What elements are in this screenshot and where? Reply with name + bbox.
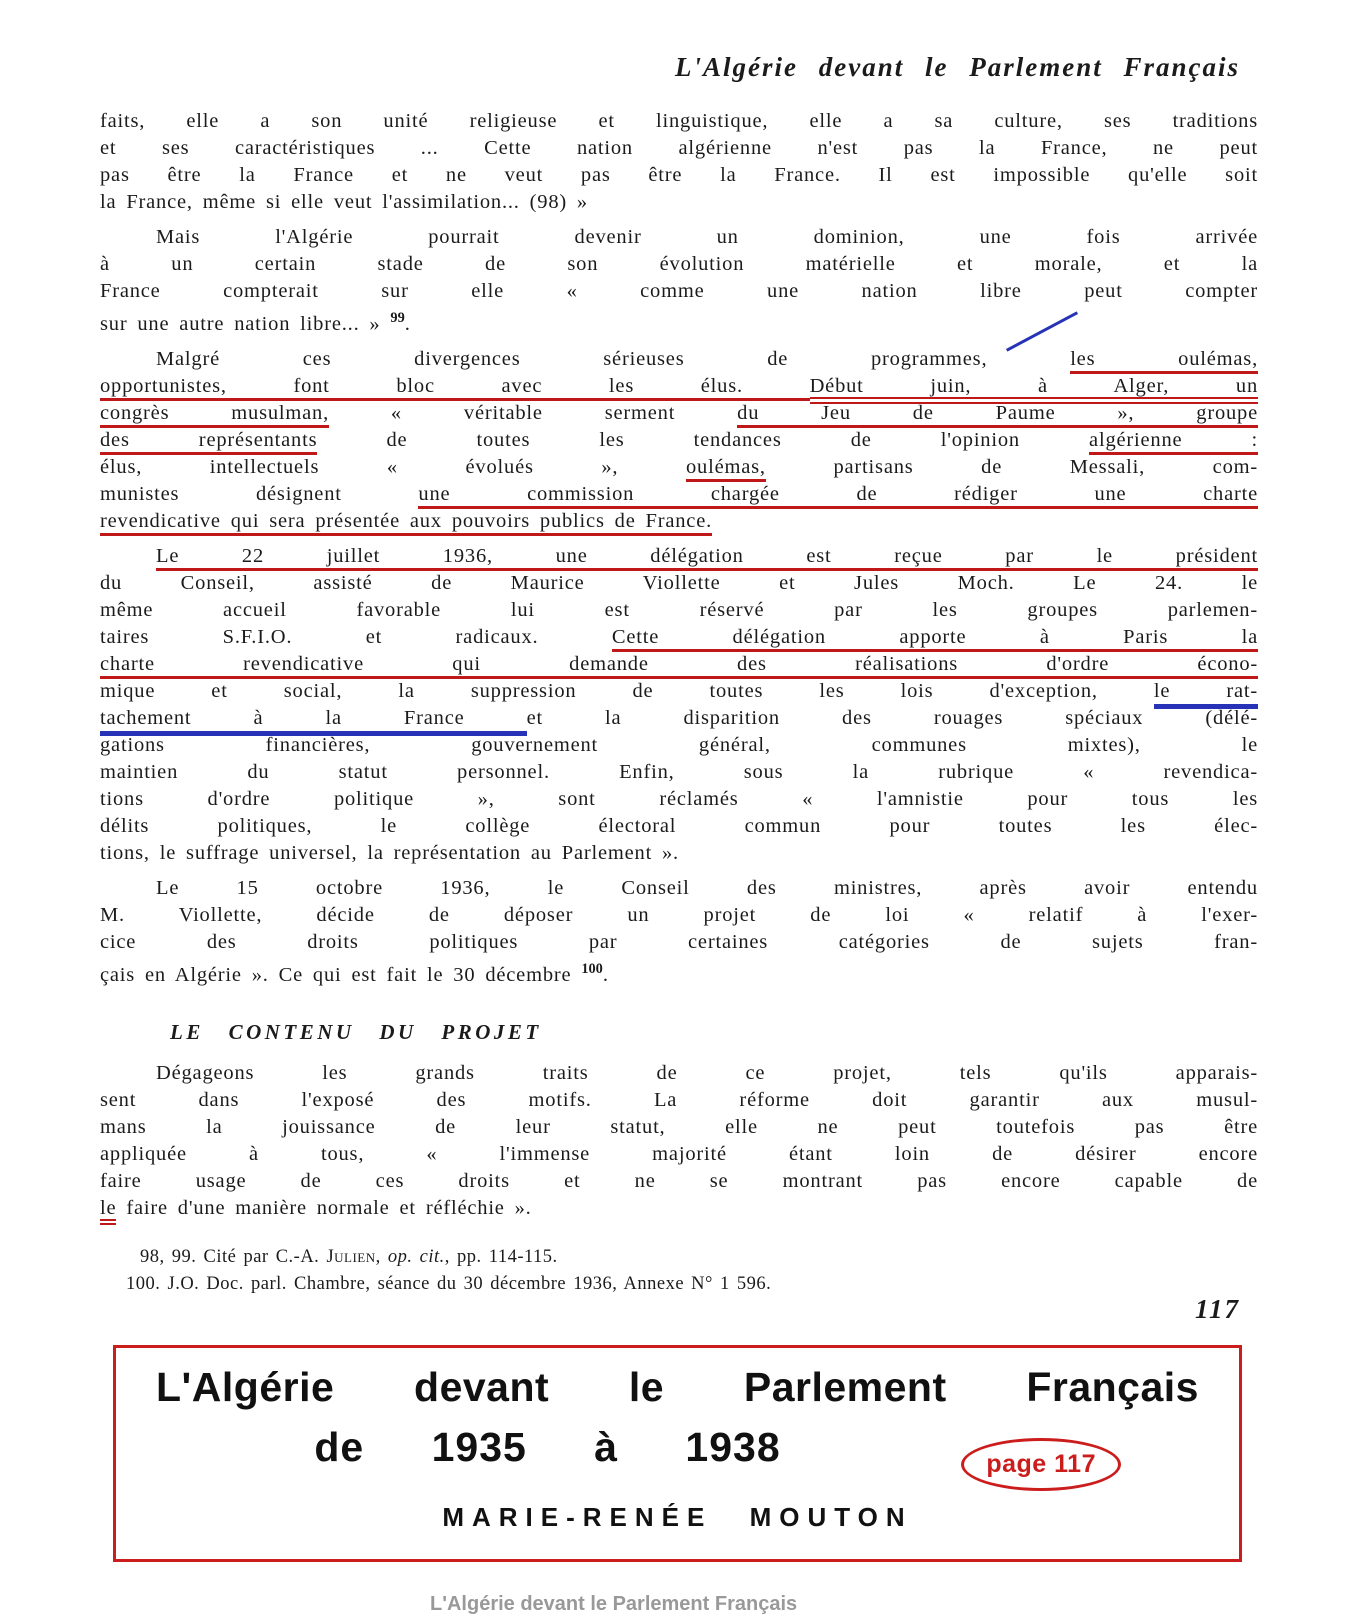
red-underline-annotation: oulémas,: [686, 456, 766, 482]
red-underline-annotation: Le 22 juillet 1936, une délégation est reçue par le président: [156, 545, 1258, 571]
text-line: [100, 305, 1258, 338]
text-segment: Le 15 octobre 1936, le Conseil des ministres, après avoir entendu: [156, 876, 1258, 899]
text-segment: « véritable serment: [329, 401, 738, 424]
text-line: [100, 1087, 1258, 1114]
paragraph: [100, 108, 1258, 216]
red-underline-annotation: du Jeu de Paume », groupe: [737, 402, 1258, 428]
text-line: [100, 108, 1258, 135]
red-underline-annotation: Début juin, à Alger, un: [810, 375, 1258, 404]
text-segment: pas être la France et ne veut pas être la France. Il est impossible qu'elle soit: [100, 164, 1258, 186]
body-text: [100, 108, 1258, 1306]
text-segment: tions d'ordre politique », sont réclamés « l'amnistie pour tous les: [100, 787, 1258, 810]
text-segment: Malgré ces divergences sérieuses de programmes,: [156, 347, 1071, 370]
book-title-line2: de 1935 à 1938: [314, 1424, 781, 1470]
text-line: [100, 1114, 1258, 1141]
text-line: [100, 1168, 1258, 1195]
text-line: [100, 759, 1258, 786]
text-line: [100, 956, 1258, 989]
text-segment: Dégageons les grands traits de ce projet, tels qu'ils apparais-: [156, 1061, 1258, 1084]
text-line: [100, 786, 1258, 813]
text-line: [100, 162, 1258, 189]
text-segment: ,: [375, 1246, 388, 1267]
text-line: [100, 1060, 1258, 1087]
text-segment: de toutes les tendances de l'opinion: [317, 428, 1090, 451]
text-segment: M. Viollette, décide de déposer un projet de loi « relatif à l'exer-: [100, 903, 1258, 926]
text-line: [100, 597, 1258, 624]
text-line: [100, 373, 1258, 400]
text-line: [100, 651, 1258, 678]
section-heading: LE CONTENU DU PROJET: [170, 1019, 542, 1044]
blue-underline-annotation: tachement à la France: [100, 707, 527, 736]
paragraph: [100, 1060, 1258, 1222]
text-line: [100, 570, 1258, 597]
text-segment: 100. J.O. Doc. parl. Chambre, séance du 30 décembre 1936, Annexe N° 1 596.: [126, 1273, 772, 1294]
text-line: [100, 454, 1258, 481]
text-segment: 99: [390, 310, 405, 326]
text-line: [100, 508, 1258, 535]
footnotes: [100, 1244, 1258, 1298]
paragraph: [100, 224, 1258, 338]
text-line: [100, 875, 1258, 902]
text-segment: Julien: [326, 1246, 376, 1267]
book-author: MARIE-RENÉE MOUTON: [442, 1502, 913, 1532]
text-segment: tions, le suffrage universel, la représentation au Parlement ».: [100, 841, 679, 864]
text-segment: faits, elle a son unité religieuse et linguistique, elle a sa culture, ses traditions: [100, 110, 1258, 132]
paragraph: [100, 543, 1258, 867]
text-line: [100, 929, 1258, 956]
text-segment: et ses caractéristiques ... Cette nation algérienne n'est pas la France, ne peut: [100, 137, 1258, 159]
citation-box: [113, 1345, 1242, 1562]
text-segment: appliquée à tous, « l'immense majorité étant loin de désirer encore: [100, 1142, 1258, 1165]
text-segment: 100: [581, 960, 603, 977]
text-segment: partisans de Messali, com-: [765, 455, 1259, 478]
text-line: [100, 1244, 1258, 1271]
red-underline-annotation: congrès musulman,: [100, 402, 329, 428]
paragraph: [100, 346, 1258, 535]
red-underline-annotation: algérienne :: [1089, 429, 1258, 455]
text-line: [100, 278, 1258, 305]
paragraph: [100, 875, 1258, 989]
text-segment: sur une autre nation libre... »: [100, 312, 391, 335]
text-line: [100, 1195, 1258, 1222]
text-segment: à un certain stade de son évolution matérielle et morale, et la: [100, 253, 1258, 275]
text-segment: mans la jouissance de leur statut, elle ne peut toutefois pas être: [100, 1115, 1258, 1138]
red-underline-annotation: les oulémas,: [1070, 348, 1258, 374]
red-underline-annotation: charte revendicative qui demande des réalisations d'ordre écono-: [100, 653, 1258, 679]
text-line: [100, 705, 1258, 732]
text-segment: .: [404, 312, 411, 335]
text-segment: la France, même si elle veut l'assimilation... (98) »: [100, 191, 588, 213]
text-line: [100, 902, 1258, 929]
text-line: [100, 251, 1258, 278]
page-badge: page 117: [961, 1438, 1121, 1491]
text-segment: élus, intellectuels « évolués »,: [100, 455, 686, 478]
text-line: [100, 624, 1258, 651]
text-segment: çais en Algérie ». Ce qui est fait le 30 décembre: [100, 963, 582, 986]
text-segment: et la disparition des rouages spéciaux (délé-: [526, 706, 1259, 729]
blue-underline-annotation: le rat-: [1154, 680, 1258, 709]
text-segment: du Conseil, assisté de Maurice Viollette et Jules Moch. Le 24. le: [100, 571, 1258, 594]
text-line: [100, 189, 1258, 216]
text-line: [100, 840, 1258, 867]
text-line: [100, 135, 1258, 162]
text-segment: munistes désignent: [100, 482, 419, 505]
cutoff-text: L'Algérie devant le Parlement Français: [430, 1593, 798, 1615]
text-segment: .: [602, 963, 609, 986]
text-line: [100, 543, 1258, 570]
text-segment: maintien du statut personnel. Enfin, sous la rubrique « revendica-: [100, 760, 1258, 783]
text-segment: taires S.F.I.O. et radicaux.: [100, 625, 612, 648]
text-segment: même accueil favorable lui est réservé par les groupes parlemen-: [100, 598, 1258, 621]
text-line: [100, 1141, 1258, 1168]
book-title-line1: L'Algérie devant le Parlement Français: [156, 1364, 1199, 1410]
running-header: L'Algérie devant le Parlement Français: [675, 52, 1240, 82]
text-segment: délits politiques, le collège électoral commun pour toutes les élec-: [100, 814, 1258, 837]
text-segment: 98, 99. Cité par C.-A.: [140, 1246, 327, 1267]
text-line: [100, 427, 1258, 454]
red-underline-annotation: revendicative qui sera présentée aux pouvoirs publics de France.: [100, 510, 712, 536]
text-segment: , pp. 114-115.: [444, 1246, 558, 1267]
red-underline-annotation: Cette délégation apporte à Paris la: [612, 626, 1258, 652]
page-number: 117: [1194, 1294, 1240, 1324]
text-segment: Mais l'Algérie pourrait devenir un dominion, une fois arrivée: [156, 226, 1258, 248]
text-line: [100, 400, 1258, 427]
red-underline-annotation: une commission chargée de rédiger une charte: [418, 483, 1258, 509]
text-segment: sent dans l'exposé des motifs. La réforme doit garantir aux musul-: [100, 1088, 1258, 1111]
text-segment: mique et social, la suppression de toutes les lois d'exception,: [100, 679, 1154, 702]
text-segment: faire usage de ces droits et ne se montrant pas encore capable de: [100, 1169, 1258, 1192]
red-underline-annotation: le: [100, 1197, 116, 1225]
text-line: [100, 346, 1258, 373]
text-segment: op. cit.: [387, 1246, 445, 1267]
text-line: [100, 813, 1258, 840]
text-line: [100, 481, 1258, 508]
text-line: [100, 732, 1258, 759]
text-segment: France compterait sur elle « comme une nation libre peut compter: [100, 280, 1258, 302]
red-underline-annotation: des représentants: [100, 429, 317, 455]
text-segment: cice des droits politiques par certaines catégories de sujets fran-: [100, 930, 1258, 953]
text-line: [100, 678, 1258, 705]
text-line: [100, 224, 1258, 251]
red-underline-annotation: opportunistes, font bloc avec les élus.: [100, 375, 810, 401]
text-segment: gations financières, gouvernement général, communes mixtes), le: [100, 733, 1258, 756]
text-segment: faire d'une manière normale et réfléchie ».: [116, 1196, 532, 1219]
